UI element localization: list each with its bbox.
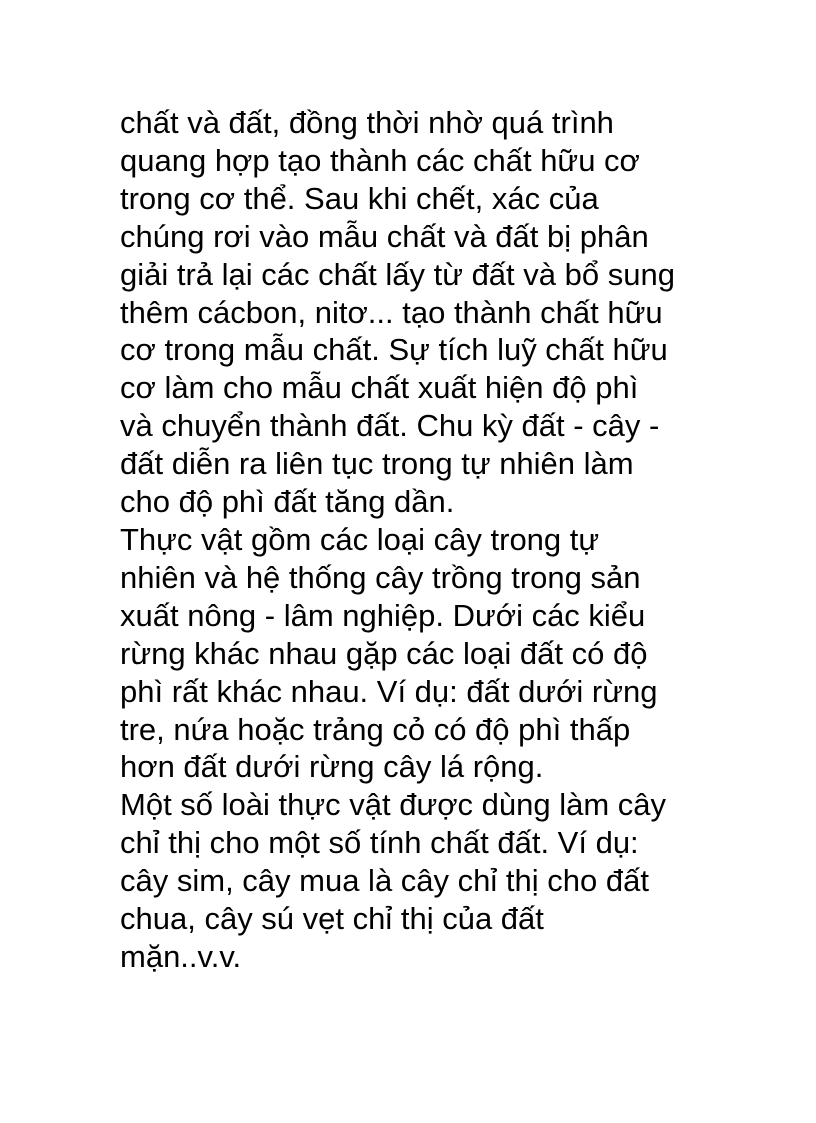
text-line: chất và đất, đồng thời nhờ quá trình (120, 105, 614, 140)
text-line: chúng rơi vào mẫu chất và đất bị phân (120, 218, 649, 254)
text-line: quang hợp tạo thành các chất hữu cơ (120, 142, 640, 178)
text-line: cho độ phì đất tăng dần. (120, 484, 455, 520)
text-line: cây sim, cây mua là cây chỉ thị cho đất (120, 863, 649, 899)
text-line: Một số loài thực vật được dùng làm cây (120, 787, 667, 823)
text-line: Thực vật gồm các loại cây trong tự (120, 521, 600, 557)
text-line: trong cơ thể. Sau khi chết, xác của (120, 180, 599, 216)
text-line: hơn đất dưới rừng cây lá rộng. (120, 749, 544, 785)
text-line: chua, cây sú vẹt chỉ thị của đất (120, 901, 544, 937)
text-line: nhiên và hệ thống cây trồng trong sản (120, 559, 641, 595)
text-line: tre, nứa hoặc trảng cỏ có độ phì thấp (120, 711, 631, 747)
text-line: cơ trong mẫu chất. Sự tích luỹ chất hữu (120, 332, 668, 368)
text-line: chỉ thị cho một số tính chất đất. Ví dụ: (120, 825, 639, 861)
text-line: cơ làm cho mẫu chất xuất hiện độ phì (120, 370, 639, 406)
text-line: rừng khác nhau gặp các loại đất có độ (120, 635, 648, 671)
text-line: giải trả lại các chất lấy từ đất và bổ sung (120, 256, 675, 292)
text-line: và chuyển thành đất. Chu kỳ đất - cây - (120, 408, 660, 444)
text-line: đất diễn ra liên tục trong tự nhiên làm (120, 446, 634, 482)
body-text (120, 104, 760, 976)
text-line: thêm cácbon, nitơ... tạo thành chất hữu (120, 294, 663, 330)
text-line: mặn..v.v. (120, 938, 242, 974)
text-line: xuất nông - lâm nghiệp. Dưới các kiểu (120, 597, 646, 633)
text-line: phì rất khác nhau. Ví dụ: đất dưới rừng (120, 673, 658, 709)
